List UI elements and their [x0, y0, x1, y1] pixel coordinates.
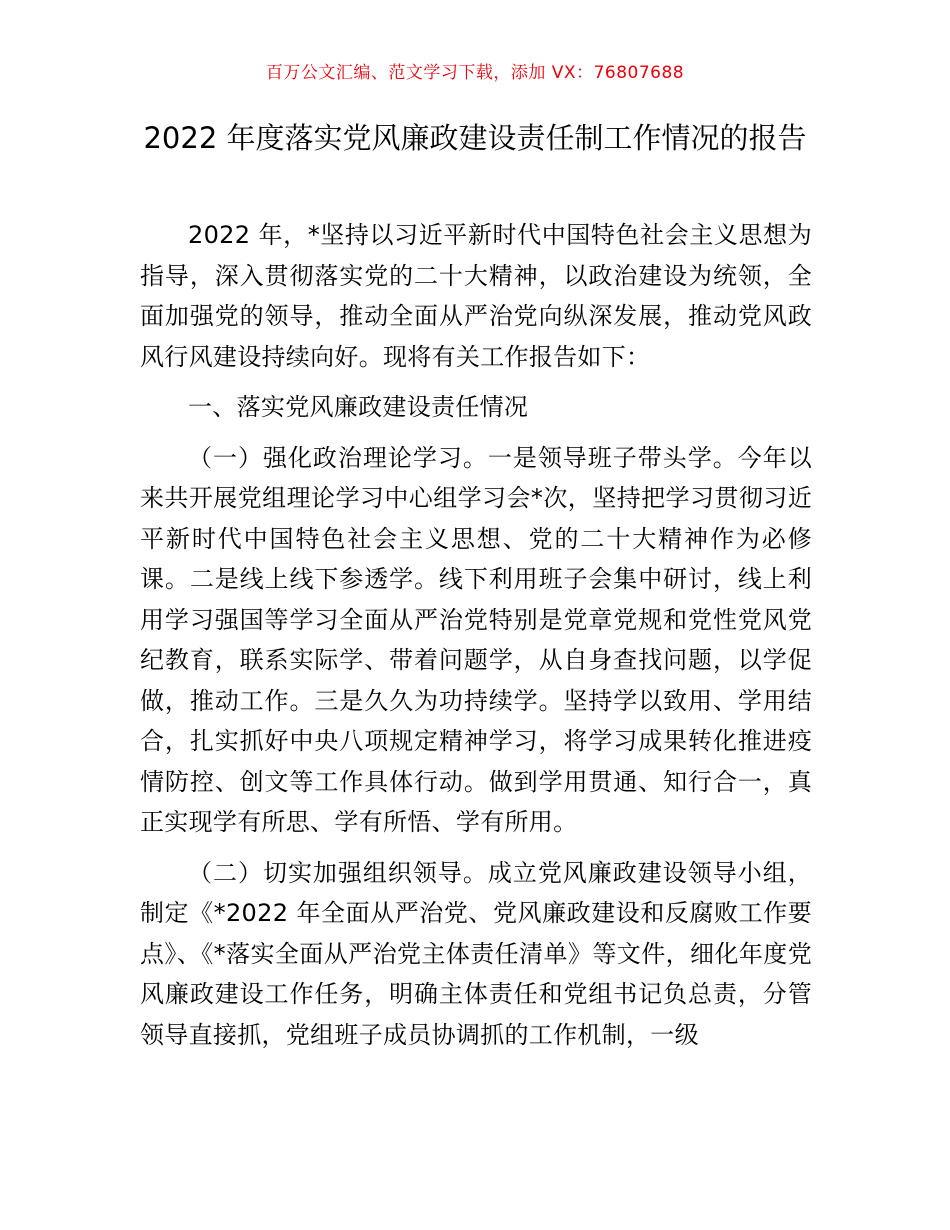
- header-watermark-note: 百万公文汇编、范文学习下载，添加 VX：76807688: [265, 63, 685, 83]
- document-title: 2022 年度落实党风廉政建设责任制工作情况的报告: [143, 121, 807, 155]
- section-heading-1: 一、落实党风廉政建设责任情况: [188, 393, 529, 421]
- document-body: [140, 215, 812, 1065]
- paragraph-organizational-leadership: （二）切实加强组织领导。成立党风廉政建设领导小组，制定《*2022 年全面从严治党、党风廉政建设和反腐败工作要点》、《*落实全面从严治党主体责任清单》等文件，细化年度党风廉政建设工作任务，明确主体责任和党组书记负总责，分管领导直接抓，党组班子成员协调抓的工作机制，一级: [140, 858, 812, 1049]
- paragraph-political-study: （一）强化政治理论学习。一是领导班子带头学。今年以来共开展党组理论学习中心组学习会*次，坚持把学习贯彻习近平新时代中国特色社会主义思想、党的二十大精神作为必修课。二是线上线下参透学。线下利用班子会集中研讨，线上利用学习强国等学习全面从严治党特别是党章党规和党性党风党纪教育，联系实际学、带着问题学，从自身查找问题，以学促做，推动工作。三是久久为功持续学。坚持学以致用、学用结合，扎实抓好中央八项规定精神学习，将学习成果转化推进疫情防控、创文等工作具体行动。做到学用贯通、知行合一，真正实现学有所思、学有所悟、学有所用。: [140, 443, 812, 836]
- paragraph-intro: 2022 年，*坚持以习近平新时代中国特色社会主义思想为指导，深入贯彻落实党的二十大精神，以政治建设为统领，全面加强党的领导，推动全面从严治党向纵深发展，推动党风政风行风建设持续向好。现将有关工作报告如下：: [140, 221, 812, 371]
